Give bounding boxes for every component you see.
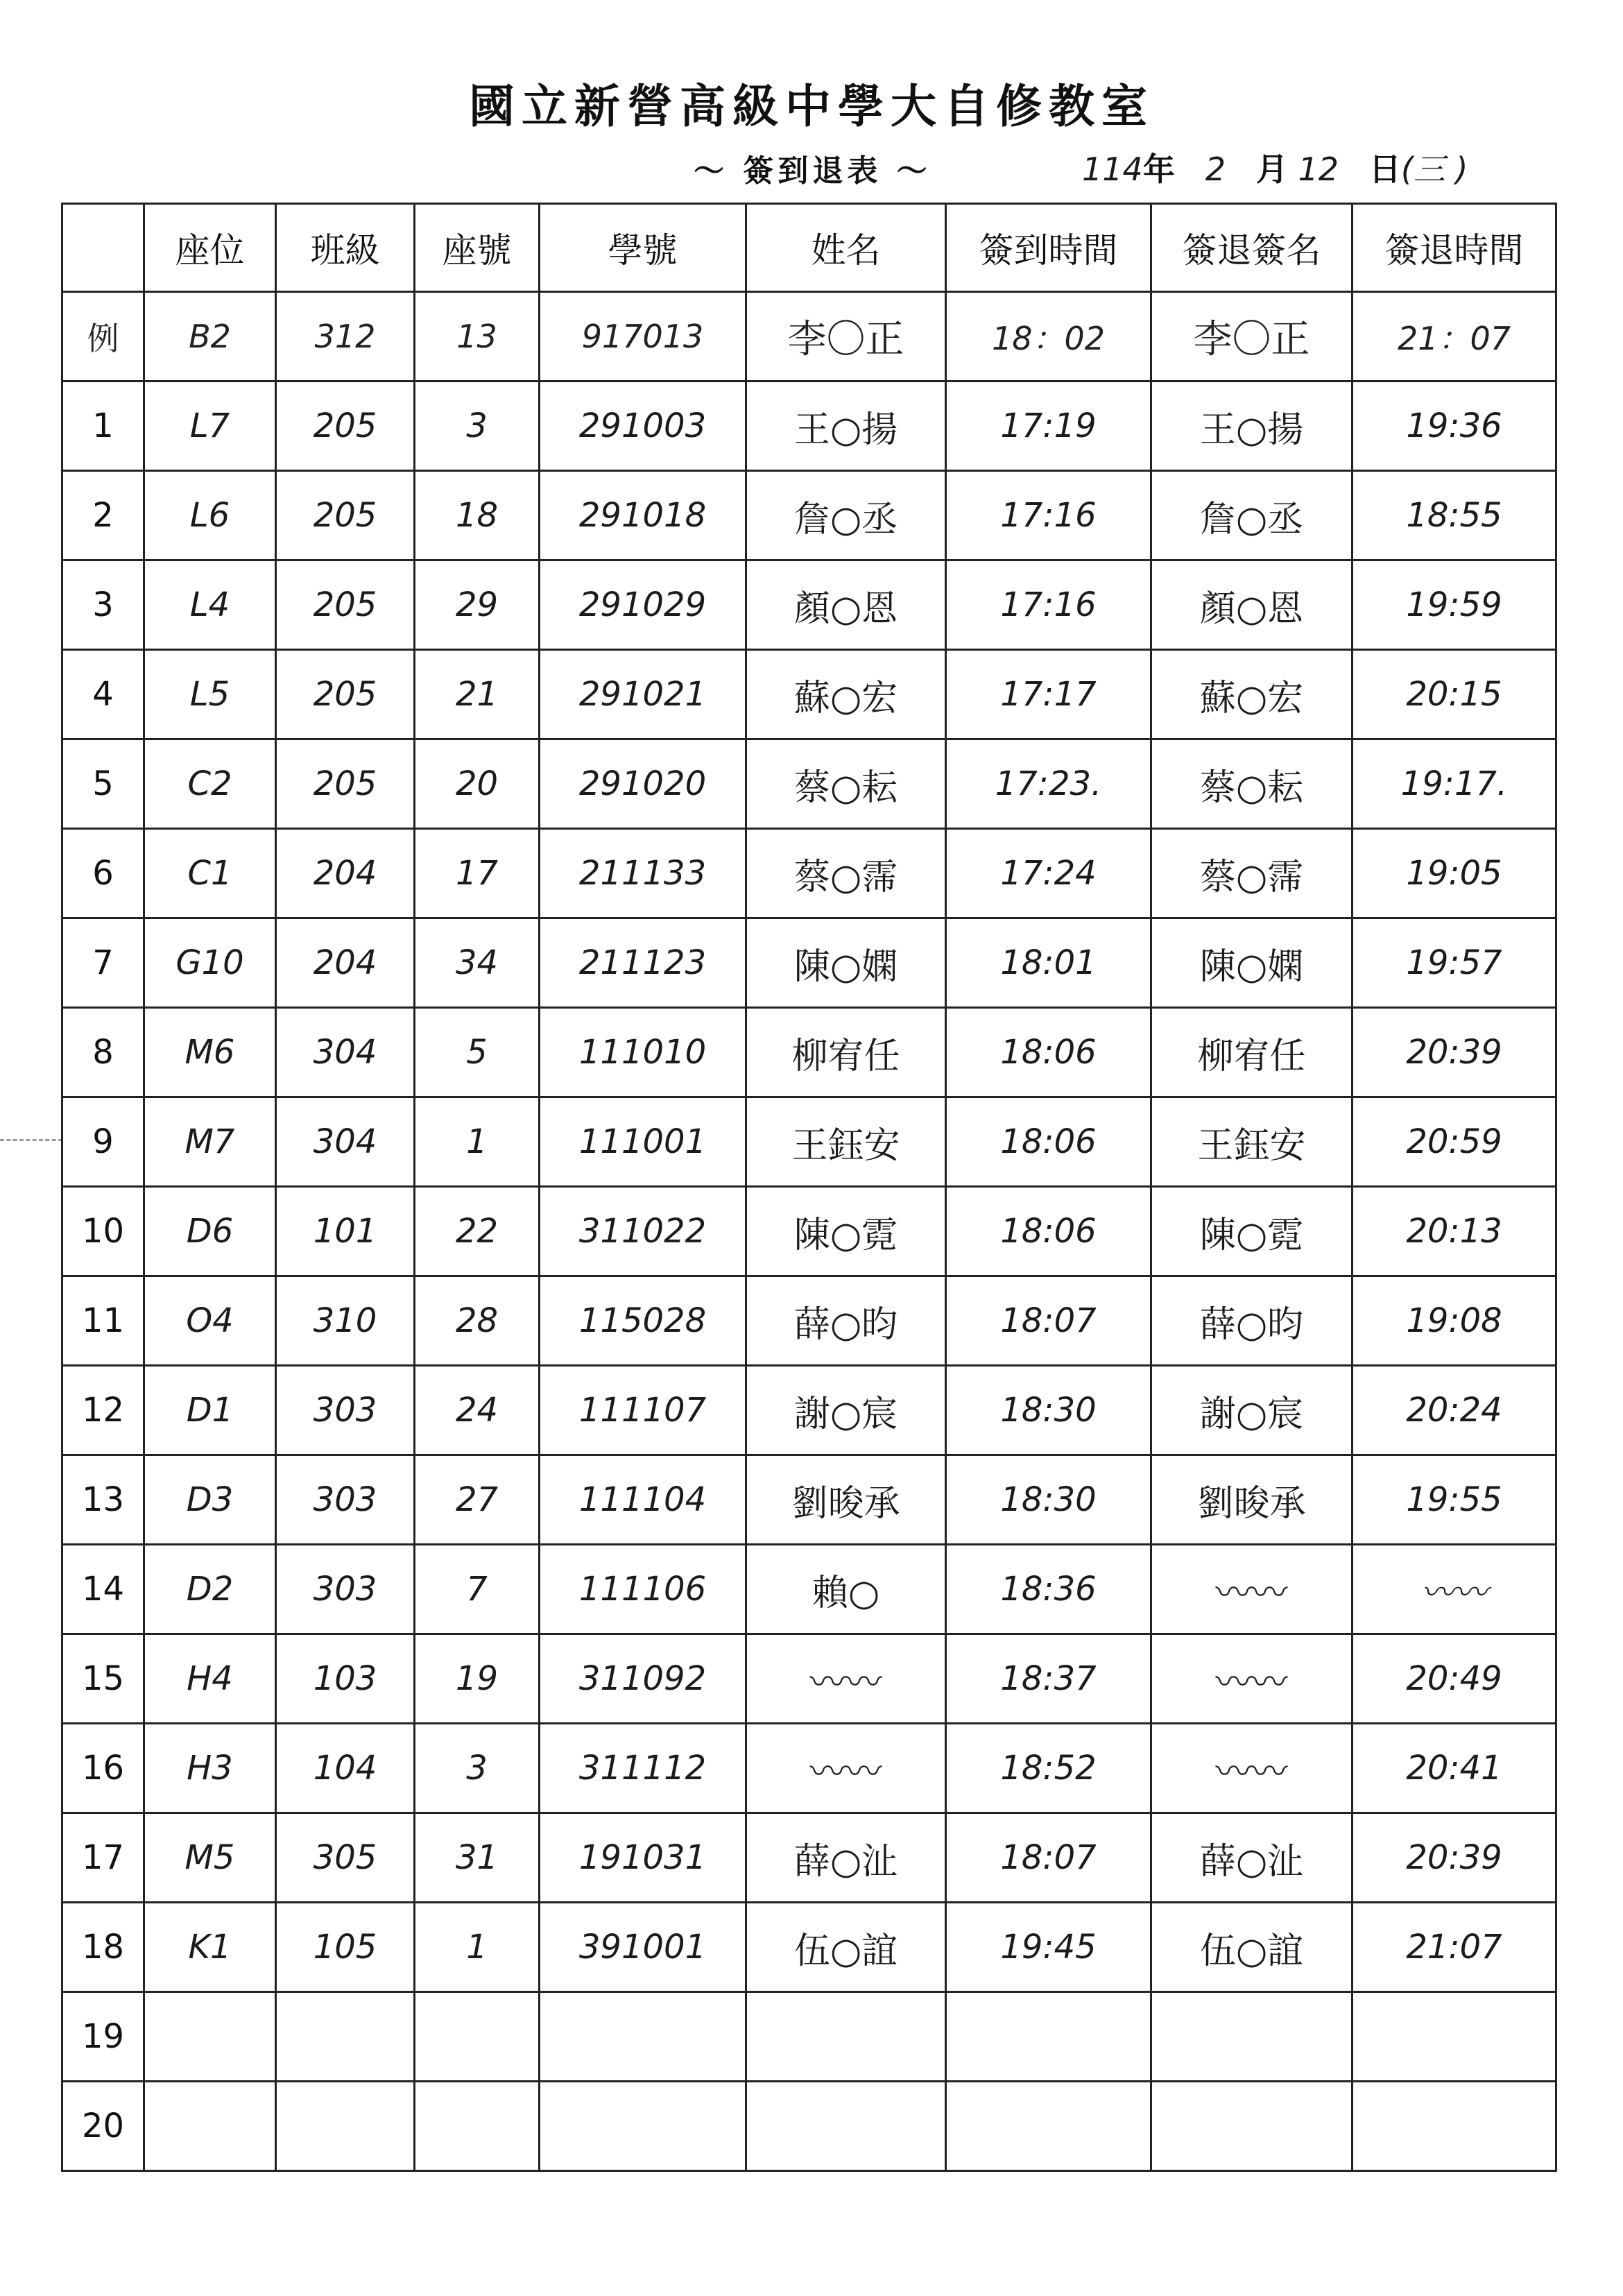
in-time-cell: 18：02 [946, 292, 1151, 382]
seat-cell: D2 [144, 1545, 276, 1634]
row-index: 13 [62, 1455, 144, 1545]
seat-cell: H3 [144, 1724, 276, 1813]
student-id-cell: 111104 [540, 1455, 746, 1545]
table-row [62, 650, 1556, 739]
row-index: 1 [62, 382, 144, 471]
row-index: 12 [62, 1366, 144, 1455]
student-id-cell: 291020 [540, 739, 746, 829]
student-id-cell: 291003 [540, 382, 746, 471]
in-time-cell: 17:23. [946, 739, 1151, 829]
name-cell: 李〇正 [746, 292, 946, 382]
seat-cell: H4 [144, 1634, 276, 1724]
seat-cell: O4 [144, 1276, 276, 1366]
number-cell: 5 [415, 1008, 540, 1097]
table-row [62, 1724, 1556, 1813]
page-title: 國立新營高級中學大自修教室 [469, 79, 1154, 133]
number-cell: 19 [415, 1634, 540, 1724]
out-time-cell: 19:36 [1352, 382, 1556, 471]
student-id-cell [540, 2082, 746, 2171]
out-time-cell: 20:41 [1352, 1724, 1556, 1813]
out-time-cell: 19:17. [1352, 739, 1556, 829]
table-row [62, 1097, 1556, 1187]
name-cell: 蔡○耘 [746, 739, 946, 829]
row-index: 例 [62, 292, 144, 382]
out-time-cell: 20:59 [1352, 1097, 1556, 1187]
seat-cell: L4 [144, 560, 276, 650]
in-time-cell: 17:17 [946, 650, 1151, 739]
class-cell: 101 [276, 1187, 415, 1276]
class-cell: 103 [276, 1634, 415, 1724]
out-time-cell: 20:15 [1352, 650, 1556, 739]
seat-cell [144, 1992, 276, 2082]
number-cell: 24 [415, 1366, 540, 1455]
seat-cell: C1 [144, 829, 276, 918]
student-id-cell: 111001 [540, 1097, 746, 1187]
in-time-cell: 17:24 [946, 829, 1151, 918]
date-year: 114 [1082, 151, 1143, 188]
out-sign-cell: 薛○昀 [1151, 1276, 1352, 1366]
out-sign-cell: 伍○誼 [1151, 1903, 1352, 1992]
col-index [62, 204, 144, 292]
class-cell: 205 [276, 382, 415, 471]
student-id-cell: 115028 [540, 1276, 746, 1366]
student-id-cell: 291029 [540, 560, 746, 650]
out-time-cell: 21:07 [1352, 1903, 1556, 1992]
seat-cell: L6 [144, 471, 276, 560]
class-cell: 310 [276, 1276, 415, 1366]
name-cell: 薛○沚 [746, 1813, 946, 1903]
name-cell: 賴○ [746, 1545, 946, 1634]
date-month-label: 月 [1255, 151, 1288, 188]
out-time-cell [1352, 2082, 1556, 2171]
table-row [62, 382, 1556, 471]
row-index: 7 [62, 918, 144, 1008]
number-cell [415, 2082, 540, 2171]
in-time-cell: 18:36 [946, 1545, 1151, 1634]
name-cell: 〰〰 [746, 1634, 946, 1724]
table-row [62, 1545, 1556, 1634]
out-time-cell: 20:39 [1352, 1008, 1556, 1097]
table-row [62, 739, 1556, 829]
student-id-cell: 311022 [540, 1187, 746, 1276]
row-index: 3 [62, 560, 144, 650]
out-sign-cell: 陳○嫻 [1151, 918, 1352, 1008]
class-cell: 204 [276, 829, 415, 918]
out-time-cell: 20:49 [1352, 1634, 1556, 1724]
out-time-cell: 〰〰 [1352, 1545, 1556, 1634]
seat-cell: K1 [144, 1903, 276, 1992]
seat-cell: M5 [144, 1813, 276, 1903]
number-cell: 31 [415, 1813, 540, 1903]
table-row [62, 2082, 1556, 2171]
table-row [62, 1903, 1556, 1992]
out-time-cell: 19:59 [1352, 560, 1556, 650]
student-id-cell: 211133 [540, 829, 746, 918]
seat-cell: M7 [144, 1097, 276, 1187]
name-cell: 〰〰 [746, 1724, 946, 1813]
in-time-cell: 19:45 [946, 1903, 1151, 1992]
table-row [62, 1455, 1556, 1545]
out-sign-cell: 詹○丞 [1151, 471, 1352, 560]
table-row [62, 1008, 1556, 1097]
seat-cell: D3 [144, 1455, 276, 1545]
example-row [62, 292, 1556, 382]
class-cell: 312 [276, 292, 415, 382]
in-time-cell: 18:30 [946, 1366, 1151, 1455]
seat-cell: D6 [144, 1187, 276, 1276]
out-time-cell: 19:57 [1352, 918, 1556, 1008]
class-cell: 303 [276, 1545, 415, 1634]
name-cell: 顏○恩 [746, 560, 946, 650]
sheet-subtitle: ～ 簽到退表 ～ [694, 153, 931, 189]
class-cell: 205 [276, 739, 415, 829]
class-cell: 205 [276, 650, 415, 739]
class-cell: 105 [276, 1903, 415, 1992]
number-cell: 34 [415, 918, 540, 1008]
row-index: 6 [62, 829, 144, 918]
table-row [62, 829, 1556, 918]
out-time-cell: 21：07 [1352, 292, 1556, 382]
student-id-cell: 211123 [540, 918, 746, 1008]
table-row [62, 471, 1556, 560]
student-id-cell: 111107 [540, 1366, 746, 1455]
out-time-cell: 19:55 [1352, 1455, 1556, 1545]
number-cell: 7 [415, 1545, 540, 1634]
out-sign-cell: 柳宥任 [1151, 1008, 1352, 1097]
student-id-cell: 191031 [540, 1813, 746, 1903]
name-cell: 伍○誼 [746, 1903, 946, 1992]
number-cell: 27 [415, 1455, 540, 1545]
table-row [62, 1634, 1556, 1724]
row-index: 15 [62, 1634, 144, 1724]
table-row [62, 1276, 1556, 1366]
col-seat: 座位 [144, 204, 276, 292]
student-id-cell: 391001 [540, 1903, 746, 1992]
table-row [62, 918, 1556, 1008]
date-day: 12 [1298, 151, 1339, 188]
class-cell: 303 [276, 1455, 415, 1545]
row-index: 10 [62, 1187, 144, 1276]
attendance-table [61, 203, 1557, 2172]
class-cell: 304 [276, 1008, 415, 1097]
seat-cell: D1 [144, 1366, 276, 1455]
out-sign-cell: 薛○沚 [1151, 1813, 1352, 1903]
in-time-cell: 18:07 [946, 1276, 1151, 1366]
in-time-cell: 18:06 [946, 1008, 1151, 1097]
seat-cell: C2 [144, 739, 276, 829]
student-id-cell: 917013 [540, 292, 746, 382]
date-year-label: 年 [1142, 151, 1175, 188]
col-number: 座號 [415, 204, 540, 292]
row-index: 19 [62, 1992, 144, 2082]
date-line [1082, 144, 1468, 190]
student-id-cell [540, 1992, 746, 2082]
header-row [62, 204, 1556, 292]
row-index: 14 [62, 1545, 144, 1634]
col-student-id: 學號 [540, 204, 746, 292]
number-cell: 13 [415, 292, 540, 382]
out-time-cell: 20:13 [1352, 1187, 1556, 1276]
number-cell: 3 [415, 1724, 540, 1813]
name-cell: 詹○丞 [746, 471, 946, 560]
number-cell: 29 [415, 560, 540, 650]
class-cell: 104 [276, 1724, 415, 1813]
out-sign-cell: 〰〰 [1151, 1545, 1352, 1634]
date-weekday: (三 ) [1400, 151, 1468, 188]
seat-cell: M6 [144, 1008, 276, 1097]
name-cell: 蘇○宏 [746, 650, 946, 739]
out-time-cell: 20:39 [1352, 1813, 1556, 1903]
student-id-cell: 111106 [540, 1545, 746, 1634]
date-month: 2 [1205, 151, 1226, 188]
name-cell: 王鈺安 [746, 1097, 946, 1187]
name-cell: 王○揚 [746, 382, 946, 471]
in-time-cell: 18:06 [946, 1187, 1151, 1276]
number-cell: 18 [415, 471, 540, 560]
col-class: 班級 [276, 204, 415, 292]
row-index: 8 [62, 1008, 144, 1097]
number-cell: 21 [415, 650, 540, 739]
number-cell: 20 [415, 739, 540, 829]
in-time-cell [946, 1992, 1151, 2082]
out-sign-cell: 蔡○耘 [1151, 739, 1352, 829]
name-cell: 謝○宸 [746, 1366, 946, 1455]
out-sign-cell: 劉晙承 [1151, 1455, 1352, 1545]
out-sign-cell: 謝○宸 [1151, 1366, 1352, 1455]
row-index: 20 [62, 2082, 144, 2171]
number-cell: 1 [415, 1903, 540, 1992]
number-cell: 22 [415, 1187, 540, 1276]
name-cell: 薛○昀 [746, 1276, 946, 1366]
out-sign-cell [1151, 2082, 1352, 2171]
name-cell: 蔡○霈 [746, 829, 946, 918]
student-id-cell: 291021 [540, 650, 746, 739]
in-time-cell: 18:37 [946, 1634, 1151, 1724]
student-id-cell: 311092 [540, 1634, 746, 1724]
out-sign-cell: 蔡○霈 [1151, 829, 1352, 918]
class-cell: 205 [276, 560, 415, 650]
out-sign-cell: 陳○霓 [1151, 1187, 1352, 1276]
in-time-cell: 17:16 [946, 471, 1151, 560]
out-time-cell: 18:55 [1352, 471, 1556, 560]
number-cell: 1 [415, 1097, 540, 1187]
row-index: 4 [62, 650, 144, 739]
seat-cell: L7 [144, 382, 276, 471]
out-sign-cell: 王○揚 [1151, 382, 1352, 471]
in-time-cell: 18:30 [946, 1455, 1151, 1545]
out-time-cell [1352, 1992, 1556, 2082]
name-cell [746, 2082, 946, 2171]
class-cell [276, 1992, 415, 2082]
in-time-cell [946, 2082, 1151, 2171]
seat-cell [144, 2082, 276, 2171]
student-id-cell: 111010 [540, 1008, 746, 1097]
date-day-label: 日 [1368, 151, 1401, 188]
in-time-cell: 18:06 [946, 1097, 1151, 1187]
name-cell [746, 1992, 946, 2082]
seat-cell: L5 [144, 650, 276, 739]
row-index: 5 [62, 739, 144, 829]
row-index: 2 [62, 471, 144, 560]
row-index: 17 [62, 1813, 144, 1903]
out-time-cell: 20:24 [1352, 1366, 1556, 1455]
row-index: 11 [62, 1276, 144, 1366]
seat-cell: B2 [144, 292, 276, 382]
out-time-cell: 19:05 [1352, 829, 1556, 918]
col-name: 姓名 [746, 204, 946, 292]
table-row [62, 1992, 1556, 2082]
name-cell: 陳○嫻 [746, 918, 946, 1008]
name-cell: 劉晙承 [746, 1455, 946, 1545]
out-sign-cell: 王鈺安 [1151, 1097, 1352, 1187]
out-sign-cell: 李〇正 [1151, 292, 1352, 382]
class-cell: 205 [276, 471, 415, 560]
in-time-cell: 17:19 [946, 382, 1151, 471]
number-cell [415, 1992, 540, 2082]
row-index: 9 [62, 1097, 144, 1187]
class-cell: 305 [276, 1813, 415, 1903]
in-time-cell: 18:52 [946, 1724, 1151, 1813]
col-in-time: 簽到時間 [946, 204, 1151, 292]
out-sign-cell: 〰〰 [1151, 1724, 1352, 1813]
class-cell: 303 [276, 1366, 415, 1455]
table-row [62, 1813, 1556, 1903]
out-time-cell: 19:08 [1352, 1276, 1556, 1366]
name-cell: 陳○霓 [746, 1187, 946, 1276]
in-time-cell: 18:07 [946, 1813, 1151, 1903]
number-cell: 3 [415, 382, 540, 471]
number-cell: 28 [415, 1276, 540, 1366]
class-cell [276, 2082, 415, 2171]
margin-dash [0, 1139, 62, 1141]
out-sign-cell: 顏○恩 [1151, 560, 1352, 650]
name-cell: 柳宥任 [746, 1008, 946, 1097]
student-id-cell: 311112 [540, 1724, 746, 1813]
out-sign-cell: 〰〰 [1151, 1634, 1352, 1724]
out-sign-cell: 蘇○宏 [1151, 650, 1352, 739]
col-out-time: 簽退時間 [1352, 204, 1556, 292]
student-id-cell: 291018 [540, 471, 746, 560]
row-index: 18 [62, 1903, 144, 1992]
out-sign-cell [1151, 1992, 1352, 2082]
col-out-sign: 簽退簽名 [1151, 204, 1352, 292]
row-index: 16 [62, 1724, 144, 1813]
number-cell: 17 [415, 829, 540, 918]
in-time-cell: 17:16 [946, 560, 1151, 650]
in-time-cell: 18:01 [946, 918, 1151, 1008]
table-row [62, 1366, 1556, 1455]
table-row [62, 1187, 1556, 1276]
class-cell: 304 [276, 1097, 415, 1187]
table-row [62, 560, 1556, 650]
class-cell: 204 [276, 918, 415, 1008]
seat-cell: G10 [144, 918, 276, 1008]
